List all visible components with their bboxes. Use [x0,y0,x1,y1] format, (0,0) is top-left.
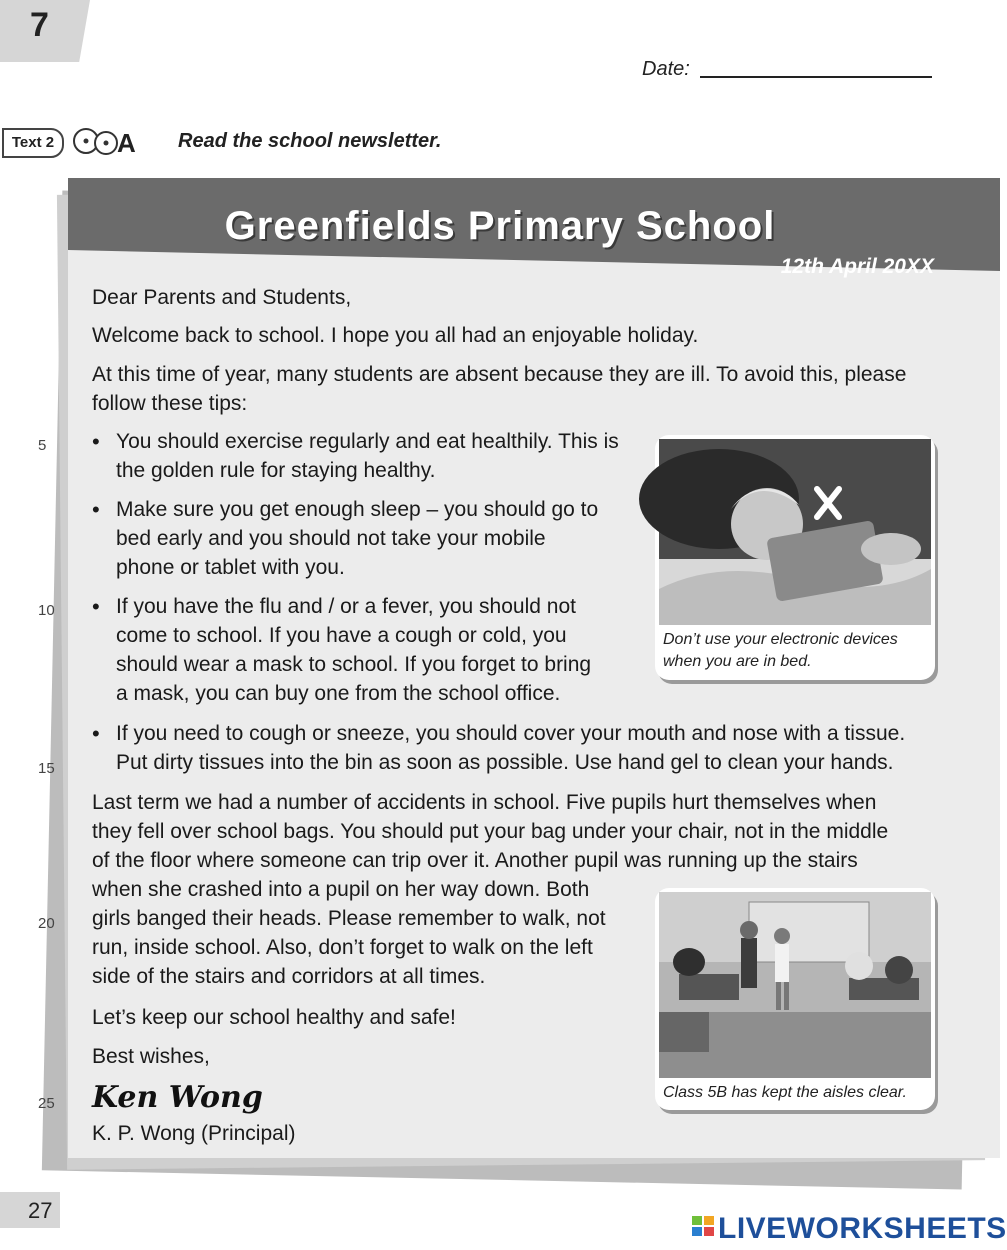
bullet-dot: • [92,594,100,619]
photo-boy-tablet [659,439,931,625]
signatory-name: K. P. Wong (Principal) [92,1122,296,1145]
instruction: Read the school newsletter. [178,130,442,152]
photo-card-classroom [655,888,935,1110]
safety-paragraph-line: side of the stairs and corridors at all times. [92,965,486,988]
page-number: 27 [28,1198,53,1223]
audio-cd-icon [72,124,136,158]
intro-paragraph-1: Welcome back to school. I hope you all had an enjoyable holiday. [92,324,699,347]
date-label: Date: [642,58,690,80]
tip-4-line: If you need to cough or sneeze, you should cover your mouth and nose with a tissue. [116,722,906,745]
line-number: 15 [38,760,55,777]
tip-4-line: Put dirty tissues into the bin as soon as possible. Use hand gel to clean your hands. [116,751,894,774]
bullet-dot: • [92,721,100,746]
date-input-line[interactable] [700,76,932,78]
line-number: 25 [38,1095,55,1112]
line-number: 10 [38,602,55,619]
tip-3-line: should wear a mask to school. If you forget to bring [116,653,592,676]
tip-3-line: If you have the flu and / or a fever, you should not [116,595,576,618]
safety-paragraph-line: of the floor where someone can trip over it. Another pupil was running up the stairs [92,849,858,872]
tip-3-line: a mask, you can buy one from the school office. [116,682,561,705]
photo-caption-line: Don’t use your electronic devices [663,631,898,648]
tip-1-line: You should exercise regularly and eat healthily. This is [116,430,619,453]
safety-paragraph-line: run, inside school. Also, don’t forget to walk on the left [92,936,593,959]
liveworksheets-logo-icon [692,1214,716,1238]
safety-paragraph-line: girls banged their heads. Please remember to walk, not [92,907,606,930]
school-name: Greenfields Primary School [224,204,776,248]
newsletter-date: 12th April 20XX [780,255,934,278]
line-number: 20 [38,915,55,932]
tip-2-line: Make sure you get enough sleep – you should go to [116,498,599,521]
text-badge: Text 2 [2,128,64,158]
photo-caption-line: when you are in bed. [663,653,812,670]
photo-classroom [659,892,931,1078]
safety-paragraph-line: when she crashed into a pupil on her way down. Both [92,878,590,901]
closing-line: Let’s keep our school healthy and safe! [92,1006,456,1029]
bullet-dot: • [92,429,100,454]
tip-1-line: the golden rule for staying healthy. [116,459,436,482]
best-wishes: Best wishes, [92,1045,210,1068]
tip-3-line: come to school. If you have a cough or cold, you [116,624,567,647]
bullet-dot: • [92,497,100,522]
intro-paragraph-2-line-1: At this time of year, many students are absent because they are ill. To avoid this, please [92,363,907,386]
line-number: 5 [38,437,47,454]
unit-number: 7 [30,6,49,44]
liveworksheets-watermark[interactable]: LIVEWORKSHEETS [718,1212,1007,1245]
photo-card-bed [655,435,935,680]
tip-2-line: phone or tablet with you. [116,556,345,579]
safety-paragraph-line: Last term we had a number of accidents in school. Five pupils hurt themselves when [92,791,877,814]
part-letter: A [117,128,136,158]
greeting: Dear Parents and Students, [92,286,352,309]
signature: Ken Wong [92,1080,263,1115]
safety-paragraph-line: they fell over school bags. You should put your bag under your chair, not in the middle [92,820,889,843]
tip-2-line: bed early and you should not take your mobile [116,527,546,550]
photo-caption: Class 5B has kept the aisles clear. [663,1084,907,1101]
intro-paragraph-2-line-2: follow these tips: [92,392,248,415]
